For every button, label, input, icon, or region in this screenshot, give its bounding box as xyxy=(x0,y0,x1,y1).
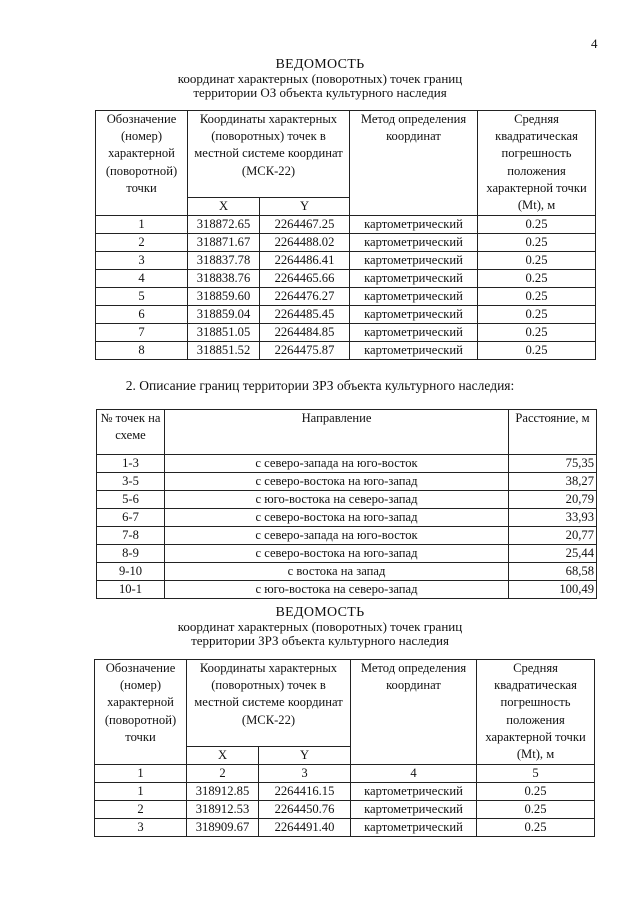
table-row xyxy=(95,783,595,801)
table-row xyxy=(95,801,595,819)
cell-err: 0.25 xyxy=(477,801,595,819)
cell-n: 6 xyxy=(96,306,188,324)
table-header-row xyxy=(97,410,597,455)
table-row xyxy=(96,252,596,270)
table-row xyxy=(96,288,596,306)
cell-direction: с северо-запада на юго-восток xyxy=(165,455,509,473)
table-row xyxy=(95,819,595,837)
table-header-row xyxy=(95,660,595,747)
cell-method: картометрический xyxy=(350,270,478,288)
coordinates-table-oz xyxy=(95,110,596,360)
section1-subtitle-1: координат характерных (поворотных) точек границ xyxy=(177,71,463,86)
cell-err: 0.25 xyxy=(477,819,595,837)
table-row xyxy=(97,581,597,599)
table-row xyxy=(96,342,596,360)
cell-y: 2264488.02 xyxy=(260,234,350,252)
col-number: 1 xyxy=(95,765,187,783)
cell-y: 2264465.66 xyxy=(260,270,350,288)
table-row xyxy=(96,306,596,324)
cell-direction: с северо-востока на юго-запад xyxy=(165,473,509,491)
table-row xyxy=(97,509,597,527)
table-row xyxy=(97,491,597,509)
table-row xyxy=(97,455,597,473)
cell-n: 3 xyxy=(96,252,188,270)
cell-method: картометрический xyxy=(350,288,478,306)
cell-method: картометрический xyxy=(350,216,478,234)
page-number: 4 xyxy=(591,36,598,51)
cell-method: картометрический xyxy=(351,819,477,837)
cell-method: картометрический xyxy=(351,801,477,819)
coordinates-table-zrz xyxy=(94,659,595,837)
cell-points: 7-8 xyxy=(97,527,165,545)
cell-points: 5-6 xyxy=(97,491,165,509)
cell-n: 1 xyxy=(96,216,188,234)
boundary-description-table xyxy=(96,409,597,599)
cell-distance: 75,35 xyxy=(509,455,597,473)
cell-n: 7 xyxy=(96,324,188,342)
table-header-row xyxy=(96,111,596,198)
cell-method: картометрический xyxy=(350,342,478,360)
cell-n: 5 xyxy=(96,288,188,306)
cell-x: 318859.04 xyxy=(188,306,260,324)
cell-err: 0.25 xyxy=(478,342,596,360)
table-row xyxy=(97,545,597,563)
cell-n: 4 xyxy=(96,270,188,288)
cell-n: 1 xyxy=(95,783,187,801)
section3-subtitle-1: координат характерных (поворотных) точек границ xyxy=(177,619,463,634)
section1-title: ВЕДОМОСТЬ xyxy=(275,57,365,72)
table-row xyxy=(96,216,596,234)
cell-direction: с северо-востока на юго-запад xyxy=(165,509,509,527)
cell-y: 2264416.15 xyxy=(259,783,351,801)
section3-subtitle-2: территории ЗРЗ объекта культурного наследия xyxy=(191,633,449,648)
cell-distance: 33,93 xyxy=(509,509,597,527)
col-number: 3 xyxy=(259,765,351,783)
cell-y: 2264450.76 xyxy=(259,801,351,819)
cell-method: картометрический xyxy=(350,324,478,342)
cell-distance: 25,44 xyxy=(509,545,597,563)
cell-y: 2264485.45 xyxy=(260,306,350,324)
section1-title-block xyxy=(0,58,640,100)
cell-distance: 20,77 xyxy=(509,527,597,545)
header-x: X xyxy=(188,198,260,216)
cell-x: 318871.67 xyxy=(188,234,260,252)
cell-points: 3-5 xyxy=(97,473,165,491)
cell-x: 318851.05 xyxy=(188,324,260,342)
cell-x: 318837.78 xyxy=(188,252,260,270)
cell-x: 318872.65 xyxy=(188,216,260,234)
cell-method: картометрический xyxy=(350,306,478,324)
cell-x: 318909.67 xyxy=(187,819,259,837)
cell-err: 0.25 xyxy=(477,783,595,801)
cell-err: 0.25 xyxy=(478,252,596,270)
table-row xyxy=(96,234,596,252)
cell-direction: с юго-востока на северо-запад xyxy=(165,581,509,599)
cell-direction: с северо-запада на юго-восток xyxy=(165,527,509,545)
cell-x: 318859.60 xyxy=(188,288,260,306)
cell-points: 10-1 xyxy=(97,581,165,599)
table-row xyxy=(96,270,596,288)
header-method: Метод определения координат xyxy=(351,660,477,765)
column-number-row xyxy=(95,765,595,783)
cell-y: 2264491.40 xyxy=(259,819,351,837)
section1-subtitle-2: территории ОЗ объекта культурного наследия xyxy=(193,85,447,100)
section2-heading: 2. Описание границ территории ЗРЗ объекта культурного наследия: xyxy=(125,378,515,393)
cell-x: 318912.53 xyxy=(187,801,259,819)
cell-y: 2264486.41 xyxy=(260,252,350,270)
col-number: 5 xyxy=(477,765,595,783)
header-coords: Координаты характерных (поворотных) точек в местной системе координат (МСК-22) xyxy=(188,111,350,198)
cell-points: 6-7 xyxy=(97,509,165,527)
cell-y: 2264476.27 xyxy=(260,288,350,306)
header-direction: Направление xyxy=(165,410,509,455)
cell-points: 9-10 xyxy=(97,563,165,581)
cell-distance: 38,27 xyxy=(509,473,597,491)
cell-err: 0.25 xyxy=(478,234,596,252)
cell-err: 0.25 xyxy=(478,324,596,342)
cell-method: картометрический xyxy=(350,234,478,252)
cell-n: 3 xyxy=(95,819,187,837)
cell-distance: 68,58 xyxy=(509,563,597,581)
header-points: № точек на схеме xyxy=(97,410,165,455)
col-number: 4 xyxy=(351,765,477,783)
cell-distance: 20,79 xyxy=(509,491,597,509)
cell-points: 1-3 xyxy=(97,455,165,473)
cell-n: 2 xyxy=(95,801,187,819)
table-row xyxy=(97,473,597,491)
table-row xyxy=(96,324,596,342)
cell-err: 0.25 xyxy=(478,288,596,306)
cell-err: 0.25 xyxy=(478,270,596,288)
col-number: 2 xyxy=(187,765,259,783)
section3-title: ВЕДОМОСТЬ xyxy=(275,605,365,620)
cell-err: 0.25 xyxy=(478,306,596,324)
cell-points: 8-9 xyxy=(97,545,165,563)
cell-y: 2264467.25 xyxy=(260,216,350,234)
cell-n: 2 xyxy=(96,234,188,252)
header-x: X xyxy=(187,747,259,765)
header-y: Y xyxy=(259,747,351,765)
cell-x: 318838.76 xyxy=(188,270,260,288)
cell-y: 2264484.85 xyxy=(260,324,350,342)
header-method: Метод определения координат xyxy=(350,111,478,216)
header-point: Обозначение (номер) характерной (поворотной) точки xyxy=(95,660,187,765)
cell-method: картометрический xyxy=(350,252,478,270)
cell-direction: с юго-востока на северо-запад xyxy=(165,491,509,509)
table-row xyxy=(97,563,597,581)
header-error: Средняя квадратическая погрешность положения характерной точки (Mt), м xyxy=(477,660,595,765)
cell-method: картометрический xyxy=(351,783,477,801)
cell-distance: 100,49 xyxy=(509,581,597,599)
header-point: Обозначение (номер) характерной (поворотной) точки xyxy=(96,111,188,216)
cell-err: 0.25 xyxy=(478,216,596,234)
cell-direction: с востока на запад xyxy=(165,563,509,581)
header-distance: Расстояние, м xyxy=(509,410,597,455)
section3-title-block xyxy=(0,606,640,648)
table-row xyxy=(97,527,597,545)
header-error: Средняя квадратическая погрешность положения характерной точки (Mt), м xyxy=(478,111,596,216)
cell-y: 2264475.87 xyxy=(260,342,350,360)
header-coords: Координаты характерных (поворотных) точек в местной системе координат (МСК-22) xyxy=(187,660,351,747)
cell-x: 318851.52 xyxy=(188,342,260,360)
cell-x: 318912.85 xyxy=(187,783,259,801)
header-y: Y xyxy=(260,198,350,216)
cell-n: 8 xyxy=(96,342,188,360)
cell-direction: с северо-востока на юго-запад xyxy=(165,545,509,563)
